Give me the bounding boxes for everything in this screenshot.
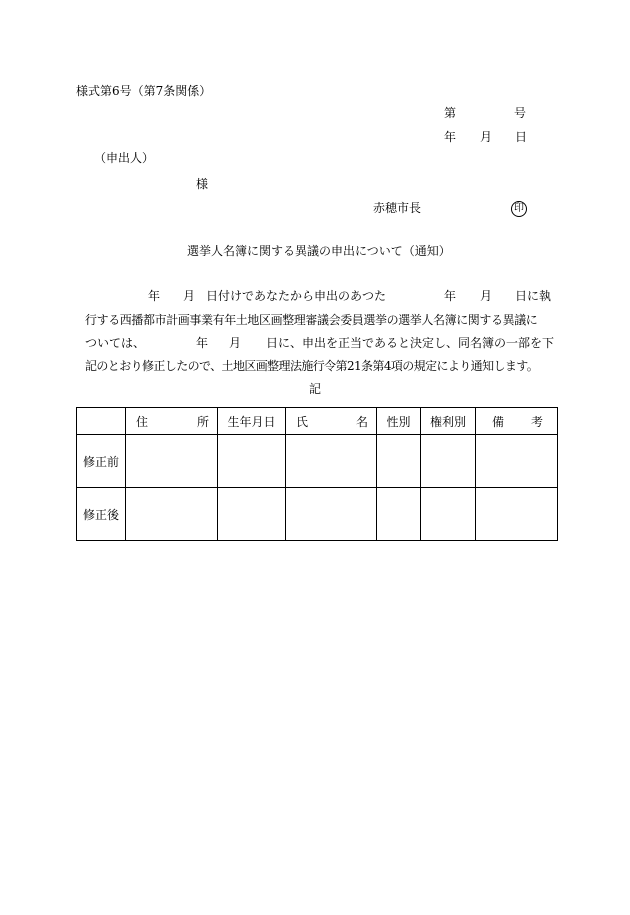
cell-name-after[interactable]	[286, 488, 377, 541]
cell-remarks-after[interactable]	[476, 488, 558, 541]
cell-remarks-before[interactable]	[476, 435, 558, 488]
ki-label: 記	[309, 382, 322, 396]
sama-label: 様	[196, 177, 209, 191]
row-label-after: 修正後	[77, 488, 126, 541]
body-line-3-month: 月	[229, 336, 242, 350]
revision-table	[76, 407, 558, 541]
header-right: 権利別	[421, 408, 476, 435]
date-month: 月	[480, 130, 493, 144]
applicant-label: （申出人）	[94, 151, 155, 165]
cell-right-after[interactable]	[421, 488, 476, 541]
body-line-4: 記のとおり修正したので、土地区画整理法施行令第21条第4項の規定により通知します。	[85, 359, 539, 373]
body-line-3-end: 日に、申出を正当であると決定し、同名簿の一部を下	[266, 336, 555, 350]
body-line-1-text: 日付けであなたから申出のあつた	[206, 289, 387, 303]
seal-mark	[511, 201, 527, 217]
body-line-3-start: ついては、	[85, 336, 146, 350]
form-label: 様式第6号（第7条関係）	[76, 84, 212, 98]
cell-dob-before[interactable]	[218, 435, 286, 488]
body-line-1-year2: 年	[444, 289, 457, 303]
header-remarks: 備 考	[476, 408, 558, 435]
date-year: 年	[444, 130, 457, 144]
table-header-row	[77, 408, 558, 435]
header-blank	[77, 408, 126, 435]
header-address: 住 所	[126, 408, 218, 435]
body-line-2: 行する西播都市計画事業有年土地区画整理審議会委員選挙の選挙人名簿に関する異議に	[85, 313, 538, 327]
header-dob: 生年月日	[218, 408, 286, 435]
body-line-1-year: 年	[148, 289, 161, 303]
body-line-1-end: 日に執	[515, 289, 552, 303]
cell-dob-after[interactable]	[218, 488, 286, 541]
issuer-name: 赤穂市長	[373, 201, 422, 215]
cell-address-before[interactable]	[126, 435, 218, 488]
row-label-before: 修正前	[77, 435, 126, 488]
seal-icon: 印	[511, 201, 527, 217]
ref-number-dai: 第	[444, 106, 457, 120]
cell-address-after[interactable]	[126, 488, 218, 541]
cell-sex-after[interactable]	[377, 488, 421, 541]
body-line-3-year: 年	[196, 336, 209, 350]
cell-right-before[interactable]	[421, 435, 476, 488]
header-name: 氏 名	[286, 408, 377, 435]
cell-sex-before[interactable]	[377, 435, 421, 488]
body-line-1-month2: 月	[480, 289, 493, 303]
document-title: 選挙人名簿に関する異議の申出について（通知）	[187, 244, 451, 258]
cell-name-before[interactable]	[286, 435, 377, 488]
date-day: 日	[515, 130, 528, 144]
body-line-1-month: 月	[183, 289, 196, 303]
header-sex: 性別	[377, 408, 421, 435]
table-row	[77, 435, 558, 488]
table-row	[77, 488, 558, 541]
ref-number-go: 号	[514, 106, 527, 120]
